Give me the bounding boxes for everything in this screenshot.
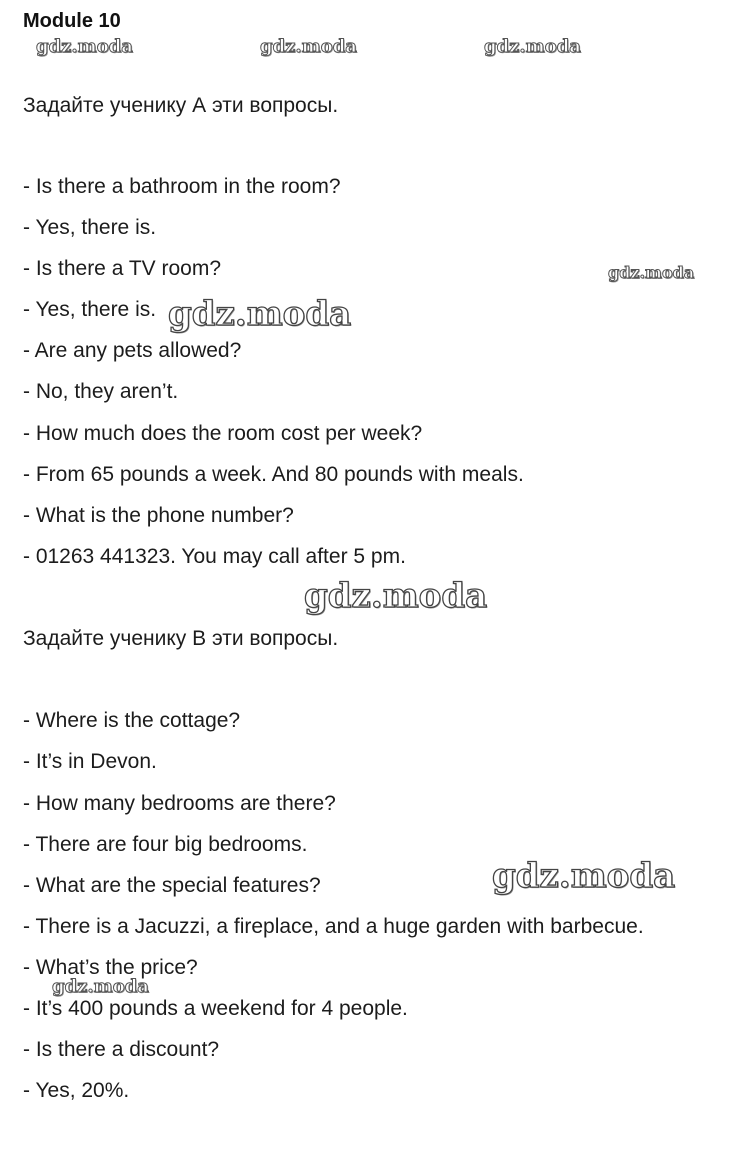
watermark: gdz.moda [168,294,352,334]
dialogue-line: - Is there a bathroom in the room? [23,175,341,198]
dialogue-line: - Is there a discount? [23,1038,220,1061]
dialogue-line: - How many bedrooms are there? [23,792,336,815]
dialogue-line: - What’s the price? [23,956,198,979]
dialogue-line: - Where is the cottage? [23,709,241,732]
dialogue-line: - What are the special features? [23,874,321,897]
page-title: Module 10 [23,10,121,32]
dialogue-line: - Yes, there is. [23,216,157,239]
watermark: gdz.moda [492,856,676,896]
dialogue-line: - Is there a TV room? [23,257,222,280]
watermark: gdz.moda [260,36,357,57]
watermark: gdz.moda [484,36,581,57]
dialogue-line: - No, they aren’t. [23,380,179,403]
dialogue-line: - It’s 400 pounds a weekend for 4 people. [23,997,408,1020]
dialogue-line: - There is a Jacuzzi, a fireplace, and a huge garden with barbecue. [23,915,644,938]
watermark: gdz.moda [36,36,133,57]
dialogue-line: - From 65 pounds a week. And 80 pounds with meals. [23,463,524,486]
watermark: gdz.moda [52,976,149,997]
watermark: gdz.moda [608,263,695,282]
section-b-heading: Задайте ученику В эти вопросы. [23,627,339,650]
dialogue-line: - How much does the room cost per week? [23,422,423,445]
watermark: gdz.moda [304,576,488,616]
dialogue-line: - Yes, there is. [23,298,157,321]
dialogue-line: - What is the phone number? [23,504,294,527]
dialogue-line: - There are four big bedrooms. [23,833,308,856]
dialogue-line: - Are any pets allowed? [23,339,242,362]
dialogue-line: - 01263 441323. You may call after 5 pm. [23,545,406,568]
dialogue-line: - Yes, 20%. [23,1079,130,1102]
dialogue-line: - It’s in Devon. [23,750,157,773]
section-a-heading: Задайте ученику А эти вопросы. [23,94,339,117]
